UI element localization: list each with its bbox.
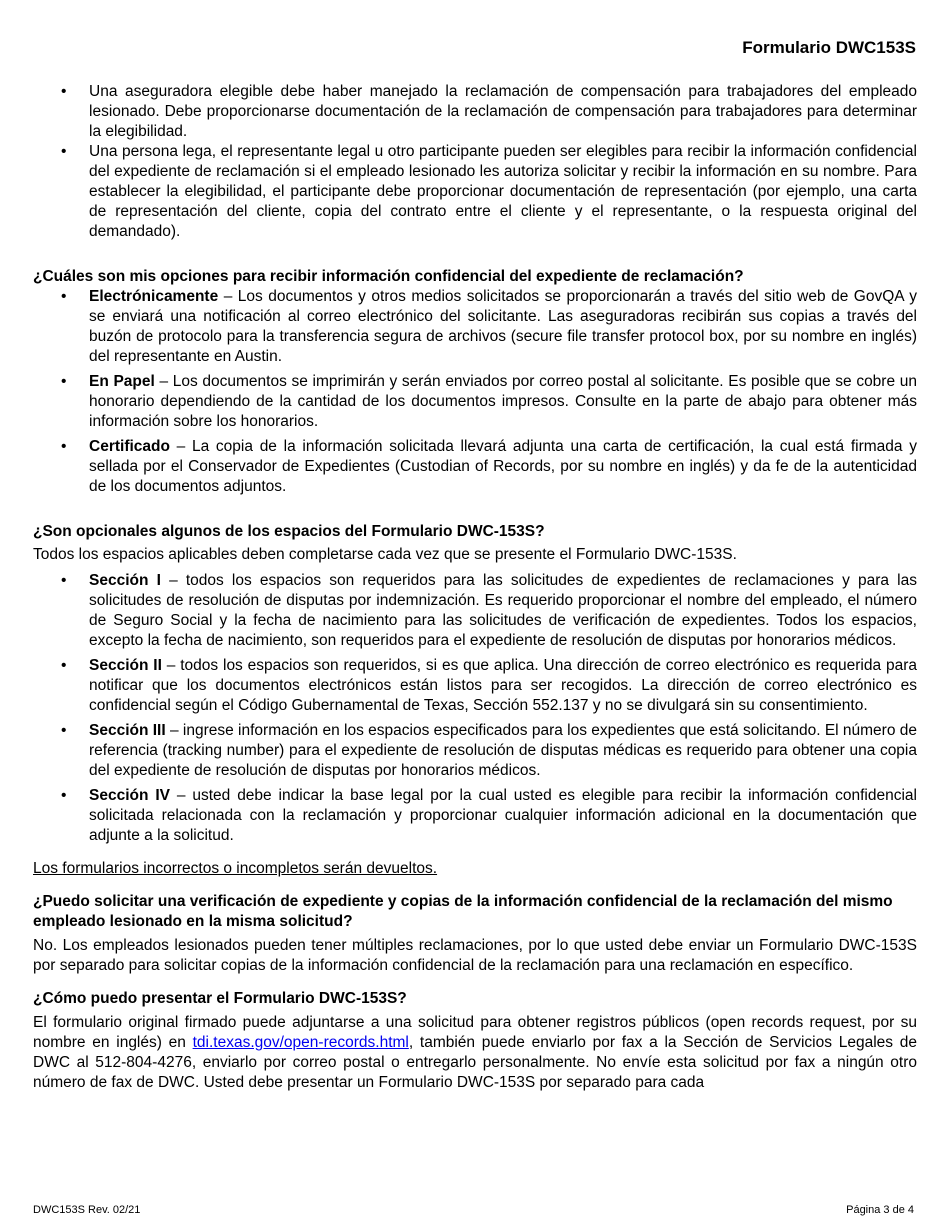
list-item: • Sección IV – usted debe indicar la base legal por la cual usted es elegible para recibir la información confidencial solicitada relacionada con la reclamación y proporcionar cualquier información adicional en la documentación que adjunte a la solicitud.: [61, 787, 917, 844]
same-request-text: No. Los empleados lesionados pueden tener múltiples reclamaciones, por lo que usted debe enviar un Formulario DWC-153S por separado para solicitar copias de la información confidencial de la reclamación para una reclamación en específico.: [33, 937, 917, 974]
option-term: Certificado: [89, 438, 170, 455]
list-item: • Sección I – todos los espacios son requeridos para las solicitudes de expedientes de reclamaciones y para las solicitudes de resolución de disputas por indemnización. Es requerido proporcionar el nombre del empleado, el número de Seguro Social y la fecha de nacimiento para las solicitudes de verificación de expedientes. Todos los espacios, excepto la fecha de nacimiento, son requeridos para el expediente de resolución de disputas por honorarios médicos.: [61, 572, 917, 649]
bullet-icon: •: [61, 722, 67, 739]
sections-list: [33, 571, 917, 846]
submit-text: El formulario original firmado puede adjuntarse a una solicitud para obtener registros públicos (open records request, por su nombre en inglés) en tdi.texas.gov/open-records.html, también puede enviarlo por fax a la Sección de Servicios Legales de DWC al 512-804-4276, enviarlo por correo postal o entregarlo personalmente. No envíe esta solicitud por fax a ningún otro número de fax de DWC. Usted debe presentar un Formulario DWC-153S por separado para cada: [33, 1014, 917, 1091]
bullet-icon: •: [61, 787, 67, 804]
page-number: Página 3 de 4: [846, 1204, 914, 1216]
list-item: • En Papel – Los documentos se imprimirán y serán enviados por correo postal al solicitante. Es posible que se cobre un honorario dependiendo de la cantidad de los documentos impresos. Consulte en la parte de abajo para obtener más información sobre los honorarios.: [61, 373, 917, 430]
list-item: • Sección II – todos los espacios son requeridos, si es que aplica. Una dirección de correo electrónico es requerida para notificar que los documentos electrónicos están listos para ser recogidos. La dirección de correo electrónico es confidencial según el Código Gubernamental de Texas, Sección 552.137 y no se divulgará sin su consentimiento.: [61, 657, 917, 714]
bullet-icon: •: [61, 438, 67, 455]
list-item: • Sección III – ingrese información en los espacios especificados para los expedientes que está solicitando. El número de referencia (tracking number) para el expediente de resolución de disputas médicas es requerido para obtener una copia del expediente de resolución de disputas por honorarios médicos.: [61, 722, 918, 779]
list-item: • Una aseguradora elegible debe haber manejado la reclamación de compensación para trabajadores del empleado lesionado. Debe proporcionarse documentación de la reclamación de compensación para trabajadores para determinar la elegibilidad.: [61, 83, 917, 140]
bullet-icon: •: [61, 288, 67, 305]
form-revision: DWC153S Rev. 02/21: [33, 1204, 141, 1216]
submit-heading: ¿Cómo puedo presentar el Formulario DWC-153S?: [33, 990, 407, 1007]
list-item: • Certificado – La copia de la información solicitada llevará adjunta una carta de certificación, la cual está firmada y sellada por el Conservador de Expedientes (Custodian of Records, por su nombre en inglés) y da fe de la autenticidad de los documentos adjuntos.: [61, 438, 917, 495]
bullet-icon: •: [61, 373, 67, 390]
section-term: Sección I: [89, 572, 161, 589]
list-item: • Electrónicamente – Los documentos y otros medios solicitados se proporcionarán a través del sitio web de GovQA y se enviará una notificación al correo electrónico del solicitante. Las aseguradoras recibirán sus copias a través del buzón de protocolo para la transferencia segura de archivos (secure file transfer protocol box, por su nombre en inglés) del representante en Austin.: [61, 288, 917, 365]
page-content: [33, 82, 917, 1093]
options-list: [33, 287, 917, 497]
options-heading: ¿Cuáles son mis opciones para recibir información confidencial del expediente de reclamación?: [33, 268, 744, 285]
form-title: Formulario DWC153S: [742, 38, 916, 57]
bullet-icon: •: [61, 83, 67, 100]
bullet-icon: •: [61, 572, 67, 589]
section-term: Sección II: [89, 657, 162, 674]
same-request-heading: ¿Puedo solicitar una verificación de expediente y copias de la información confidencial de la reclamación del mismo empleado lesionado en la misma solicitud?: [33, 893, 893, 930]
open-records-link[interactable]: tdi.texas.gov/open-records.html: [192, 1034, 409, 1051]
option-term: En Papel: [89, 373, 155, 390]
section-term: Sección IV: [89, 787, 170, 804]
eligibility-list: [33, 82, 917, 242]
option-term: Electrónicamente: [89, 288, 219, 305]
optional-heading: ¿Son opcionales algunos de los espacios del Formulario DWC-153S?: [33, 523, 545, 540]
bullet-icon: •: [61, 657, 67, 674]
incomplete-forms-warning: Los formularios incorrectos o incompletos serán devueltos.: [33, 860, 438, 877]
list-item: • Una persona lega, el representante legal u otro participante pueden ser elegibles para recibir la información confidencial del expediente de reclamación si el empleado lesionado les autoriza solicitar y recibir la información en su nombre. Para establecer la elegibilidad, el participante debe proporcionar documentación de representación (por ejemplo, una carta de representación del cliente, copia del contrato entre el cliente y el representante, o la respuesta original del demandado).: [61, 143, 917, 240]
bullet-icon: •: [61, 143, 67, 160]
optional-intro: Todos los espacios aplicables deben completarse cada vez que se presente el Formulario DWC-153S.: [33, 546, 737, 563]
section-term: Sección III: [89, 722, 166, 739]
